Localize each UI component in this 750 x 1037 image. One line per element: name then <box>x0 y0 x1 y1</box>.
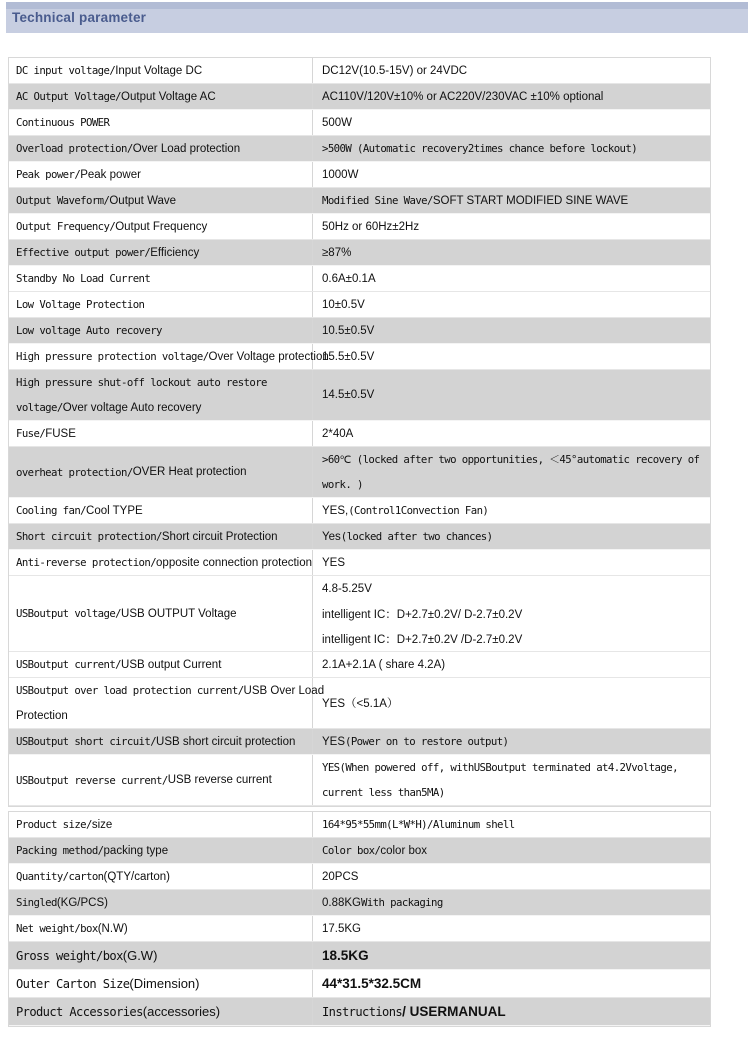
spec-label-line <box>16 266 312 291</box>
spec-text-segment: Low Voltage Protection <box>16 298 145 311</box>
spec-text-segment: AC110V/120V±10% or AC220V/230VAC ±10% optional <box>322 90 604 103</box>
spec-text-segment: Peak power <box>80 168 141 181</box>
spec-value-line <box>322 916 710 941</box>
spec-text-segment: Output Wave <box>109 194 177 207</box>
spec-value <box>313 812 710 837</box>
spec-label <box>9 370 313 420</box>
spec-value-line <box>322 84 710 109</box>
spec-text-segment: Over voltage Auto recovery <box>62 401 202 414</box>
spec-label-line <box>16 550 312 575</box>
spec-text-segment: Output Frequency <box>115 220 208 233</box>
spec-label-line <box>16 768 312 793</box>
spec-value <box>313 864 710 889</box>
spec-value <box>313 162 710 187</box>
spec-label-line <box>16 678 325 703</box>
spec-label-line <box>16 460 312 485</box>
spec-value <box>313 755 710 805</box>
spec-text-segment: Input Voltage DC <box>115 64 203 77</box>
spec-value <box>313 240 710 265</box>
spec-text-segment: >500W (Automatic recovery2times chance before lockout) <box>322 142 638 155</box>
spec-text-segment: Anti-reverse protection/ <box>16 556 157 569</box>
spec-value-line <box>322 550 710 575</box>
spec-text-segment: Color box/ <box>322 844 381 857</box>
spec-text-segment: intelligent IC：D+2.7±0.2V /D-2.7±0.2V <box>322 633 523 646</box>
spec-text-segment: Gross weight/box <box>16 948 123 963</box>
spec-text-segment: (G.W) <box>122 948 158 963</box>
spec-row <box>9 755 710 806</box>
spec-text-segment: (QTY/carton) <box>103 870 170 883</box>
spec-row <box>9 421 710 447</box>
spec-value-line <box>322 188 710 213</box>
spec-label-line <box>16 703 312 728</box>
spec-text-segment: (Power on to restore output) <box>345 735 509 748</box>
spec-label-line <box>16 84 312 109</box>
spec-value-line <box>322 970 710 997</box>
spec-text-segment: Modified Sine Wave/ <box>322 194 433 207</box>
spec-row <box>9 890 710 916</box>
spec-text-segment: color box <box>380 844 428 857</box>
spec-row <box>9 318 710 344</box>
spec-value-line <box>322 240 710 265</box>
spec-label-line <box>16 864 312 889</box>
spec-row <box>9 58 710 84</box>
spec-text-segment: size <box>91 818 113 831</box>
spec-text-segment: 500W <box>322 116 353 129</box>
spec-text-segment: (accessories) <box>142 1004 221 1019</box>
spec-label-line <box>16 838 312 863</box>
spec-row <box>9 678 710 729</box>
spec-label-line <box>16 370 312 395</box>
spec-text-segment: Cooling fan/ <box>16 504 87 517</box>
spec-label <box>9 942 313 969</box>
spec-row <box>9 84 710 110</box>
spec-label <box>9 838 313 863</box>
spec-row <box>9 370 710 421</box>
spec-text-segment: (Control1Convection Fan) <box>348 504 489 517</box>
spec-label <box>9 890 313 915</box>
spec-text-segment: (locked after two chances) <box>340 530 493 543</box>
spec-row <box>9 240 710 266</box>
spec-text-segment: packing type <box>103 844 169 857</box>
spec-text-segment: USBoutput reverse current/ <box>16 773 168 787</box>
spec-value-line <box>322 652 710 677</box>
spec-label <box>9 318 313 343</box>
spec-text-segment: 10±0.5V <box>322 298 365 311</box>
spec-text-segment: YES, <box>322 504 349 517</box>
spec-row <box>9 110 710 136</box>
spec-text-segment: 20PCS <box>322 870 359 883</box>
spec-row <box>9 838 710 864</box>
spec-text-segment: ≥87% <box>322 246 352 259</box>
spec-text-segment: 15.5±0.5V <box>322 350 375 363</box>
spec-value <box>313 970 710 997</box>
spec-text-segment: opposite connection protection <box>156 556 313 569</box>
spec-text-segment: USBoutput over load protection current/ <box>16 684 244 697</box>
spec-label-line <box>16 162 312 187</box>
spec-label <box>9 550 313 575</box>
section-title: Technical parameter <box>12 10 147 25</box>
spec-label-line <box>16 318 312 343</box>
spec-value-line <box>322 890 710 915</box>
spec-text-segment: USB Over Load <box>243 684 325 697</box>
spec-text-segment: Short circuit Protection <box>161 530 278 543</box>
spec-row <box>9 970 710 998</box>
spec-text-segment: Instructions <box>322 1004 403 1019</box>
spec-value-line <box>322 576 710 601</box>
spec-label-line <box>16 729 312 754</box>
spec-row <box>9 729 710 755</box>
spec-text-segment: Over Load protection <box>132 142 241 155</box>
spec-text-segment: AC Output Voltage/ <box>16 90 122 103</box>
spec-value <box>313 916 710 941</box>
spec-text-segment: intelligent IC：D+2.7±0.2V/ D-2.7±0.2V <box>322 608 523 621</box>
spec-value <box>313 266 710 291</box>
spec-text-segment: Singled <box>16 896 57 909</box>
spec-label <box>9 447 313 497</box>
spec-value-line <box>322 214 710 239</box>
spec-text-segment: USBoutput short circuit/ <box>16 735 157 748</box>
spec-text-segment: Continuous POWER <box>16 116 110 129</box>
spec-text-segment: 50Hz or 60Hz±2Hz <box>322 220 420 233</box>
spec-text-segment: Yes <box>322 530 341 543</box>
spec-label <box>9 998 313 1025</box>
spec-text-segment: YES <box>322 556 346 569</box>
spec-label <box>9 729 313 754</box>
spec-text-segment: 18.5KG <box>322 948 369 963</box>
spec-value <box>313 58 710 83</box>
spec-value <box>313 652 710 677</box>
spec-text-segment: 14.5±0.5V <box>322 389 375 401</box>
spec-text-segment: 1000W <box>322 168 359 181</box>
spec-text-segment: Effective output power/ <box>16 246 151 259</box>
spec-text-segment: Product Accessories <box>16 1004 143 1019</box>
spec-label <box>9 916 313 941</box>
spec-label <box>9 755 313 805</box>
spec-label <box>9 576 313 651</box>
spec-row <box>9 266 710 292</box>
spec-value-line <box>322 447 710 472</box>
spec-text-segment: High pressure protection voltage/ <box>16 350 209 363</box>
spec-text-segment: OVER Heat protection <box>132 466 247 478</box>
spec-text-segment: YES <box>322 735 346 748</box>
spec-value <box>313 421 710 446</box>
spec-label <box>9 652 313 677</box>
spec-value-line <box>322 780 710 805</box>
spec-value <box>313 84 710 109</box>
spec-value <box>313 447 710 497</box>
spec-value-line <box>322 864 710 889</box>
spec-value <box>313 214 710 239</box>
spec-text-segment: work. ) <box>322 478 363 491</box>
spec-label-line <box>16 344 329 369</box>
spec-text-segment: Standby No Load Current <box>16 272 151 285</box>
spec-text-segment: Quantity/carton <box>16 870 104 883</box>
spec-text-segment: / USERMANUAL <box>402 1004 506 1019</box>
spec-text-segment: DC12V(10.5-15V) or 24VDC <box>322 64 468 77</box>
spec-value-line <box>322 110 710 135</box>
spec-label <box>9 136 313 161</box>
spec-text-segment: USB OUTPUT Voltage <box>121 607 237 620</box>
spec-text-segment: 2.1A+2.1A ( share 4.2A) <box>322 658 446 671</box>
technical-spec-table <box>8 57 711 807</box>
spec-value <box>313 498 710 523</box>
spec-value <box>313 292 710 317</box>
spec-text-segment: Output Frequency/ <box>16 220 116 233</box>
spec-text-segment: overheat protection/ <box>16 465 133 479</box>
spec-text-segment: 164*95*55mm(L*W*H)/Aluminum shell <box>322 818 515 831</box>
spec-row <box>9 864 710 890</box>
spec-value <box>313 678 710 728</box>
spec-value-line <box>322 344 710 369</box>
spec-text-segment: USB short circuit protection <box>156 735 296 748</box>
spec-value-line <box>322 729 710 754</box>
spec-label <box>9 421 313 446</box>
spec-text-segment: (N.W) <box>97 922 128 935</box>
spec-label <box>9 110 313 135</box>
spec-text-segment: current less than5MA) <box>322 786 445 799</box>
spec-text-segment: USBoutput voltage/ <box>16 607 122 620</box>
spec-value <box>313 188 710 213</box>
spec-value-line <box>322 524 710 549</box>
spec-label <box>9 214 313 239</box>
spec-label-line <box>16 916 312 941</box>
spec-label <box>9 678 325 728</box>
spec-text-segment: Over Voltage protection <box>208 350 329 363</box>
spec-value <box>313 550 710 575</box>
spec-label <box>9 84 313 109</box>
spec-label <box>9 292 313 317</box>
spec-value-line <box>322 472 710 497</box>
spec-value-line <box>322 998 710 1025</box>
spec-text-segment: Protection <box>16 709 68 722</box>
spec-label <box>9 498 313 523</box>
spec-text-segment: With packaging <box>361 896 443 909</box>
spec-text-segment: Output Voltage AC <box>121 90 216 103</box>
spec-text-segment: YES(When powered off, withUSBoutput terminated at4.2Vvoltage, <box>322 761 678 774</box>
spec-text-segment: USB reverse current <box>167 774 272 786</box>
spec-text-segment: 0.6A±0.1A <box>322 272 376 285</box>
spec-row <box>9 188 710 214</box>
spec-text-segment: DC input voltage/ <box>16 64 116 77</box>
spec-text-segment: Peak power/ <box>16 168 81 181</box>
spec-label <box>9 524 313 549</box>
spec-value <box>313 576 710 651</box>
spec-row <box>9 162 710 188</box>
spec-row <box>9 214 710 240</box>
spec-value-line <box>322 136 710 161</box>
spec-row <box>9 550 710 576</box>
spec-text-segment: Short circuit protection/ <box>16 530 162 543</box>
spec-row <box>9 524 710 550</box>
packaging-spec-table <box>8 811 711 1027</box>
spec-label-line <box>16 188 312 213</box>
spec-text-segment: 4.8-5.25V <box>322 582 372 595</box>
spec-row <box>9 998 710 1026</box>
spec-text-segment: Outer Carton Size <box>16 976 130 991</box>
spec-label-line <box>16 524 312 549</box>
spec-text-segment: USBoutput current/ <box>16 658 122 671</box>
spec-label <box>9 266 313 291</box>
spec-text-segment: Cool TYPE <box>86 504 143 517</box>
spec-value-line <box>322 266 710 291</box>
spec-value <box>313 998 710 1025</box>
spec-value-line <box>322 421 710 446</box>
spec-label-line <box>16 890 312 915</box>
spec-value-line <box>322 498 710 523</box>
spec-value-line <box>322 318 710 343</box>
spec-label-line <box>16 970 312 997</box>
spec-text-segment: Overload protection/ <box>16 142 133 155</box>
spec-value <box>313 890 710 915</box>
spec-label-line <box>16 110 312 135</box>
spec-label-line <box>16 601 312 626</box>
spec-row <box>9 916 710 942</box>
spec-label <box>9 864 313 889</box>
spec-value-line <box>322 162 710 187</box>
spec-text-segment: High pressure shut-off lockout auto restore <box>16 376 267 389</box>
spec-value <box>313 729 710 754</box>
spec-row <box>9 942 710 970</box>
spec-text-segment: voltage/ <box>16 401 63 414</box>
spec-value-line <box>322 838 710 863</box>
spec-row <box>9 344 710 370</box>
spec-text-segment: FUSE <box>45 427 76 440</box>
spec-row <box>9 576 710 652</box>
spec-label-line <box>16 58 312 83</box>
spec-value <box>313 136 710 161</box>
spec-label-line <box>16 652 312 677</box>
spec-text-segment: Fuse/ <box>16 427 46 440</box>
spec-text-segment: Product size/ <box>16 818 92 831</box>
spec-label-line <box>16 395 312 420</box>
spec-label-line <box>16 998 312 1025</box>
spec-value <box>313 318 710 343</box>
spec-label-line <box>16 136 312 161</box>
spec-value <box>313 838 710 863</box>
spec-value <box>313 370 710 420</box>
spec-row <box>9 447 710 498</box>
spec-row <box>9 136 710 162</box>
spec-text-segment: Efficiency <box>150 246 200 259</box>
spec-value-line <box>322 942 710 969</box>
spec-text-segment: (KG/PCS) <box>56 896 108 909</box>
spec-row <box>9 812 710 838</box>
spec-value-line <box>322 691 710 716</box>
spec-label <box>9 970 313 997</box>
spec-label-line <box>16 812 312 837</box>
spec-label <box>9 188 313 213</box>
spec-value <box>313 524 710 549</box>
spec-text-segment: 17.5KG <box>322 922 361 935</box>
spec-text-segment: YES（<5.1A） <box>322 698 399 710</box>
spec-text-segment: >60℃ (locked after two opportunities, ＜45°automatic recovery of <box>322 453 700 466</box>
spec-value-line <box>322 58 710 83</box>
spec-text-segment: 44*31.5*32.5CM <box>322 976 422 991</box>
spec-label <box>9 240 313 265</box>
spec-text-segment: 10.5±0.5V <box>322 324 375 337</box>
spec-label-line <box>16 292 312 317</box>
spec-label <box>9 344 329 369</box>
spec-row <box>9 292 710 318</box>
spec-value-line <box>322 812 710 837</box>
spec-text-segment: Low voltage Auto recovery <box>16 324 162 337</box>
spec-text-segment: Net weight/box <box>16 922 98 935</box>
spec-label-line <box>16 214 312 239</box>
spec-label <box>9 58 313 83</box>
spec-value <box>313 344 710 369</box>
spec-label-line <box>16 942 312 969</box>
spec-text-segment: 2*40A <box>322 427 354 440</box>
spec-label-line <box>16 498 312 523</box>
spec-text-segment: SOFT START MODIFIED SINE WAVE <box>432 194 629 207</box>
spec-text-segment: 0.88KG <box>322 896 361 909</box>
spec-value-line <box>322 292 710 317</box>
spec-text-segment: Output Waveform/ <box>16 194 110 207</box>
spec-row <box>9 498 710 524</box>
spec-value-line <box>322 601 710 626</box>
spec-label-line <box>16 240 312 265</box>
spec-value-line <box>322 383 710 408</box>
spec-row <box>9 652 710 678</box>
spec-value-line <box>322 755 710 780</box>
spec-value-line <box>322 626 710 651</box>
spec-label <box>9 162 313 187</box>
spec-text-segment: Packing method/ <box>16 844 104 857</box>
spec-value <box>313 110 710 135</box>
spec-value <box>313 942 710 969</box>
spec-text-segment: USB output Current <box>121 658 222 671</box>
spec-label <box>9 812 313 837</box>
section-title-bar <box>6 2 748 33</box>
spec-text-segment: (Dimension) <box>129 976 200 991</box>
spec-label-line <box>16 421 312 446</box>
